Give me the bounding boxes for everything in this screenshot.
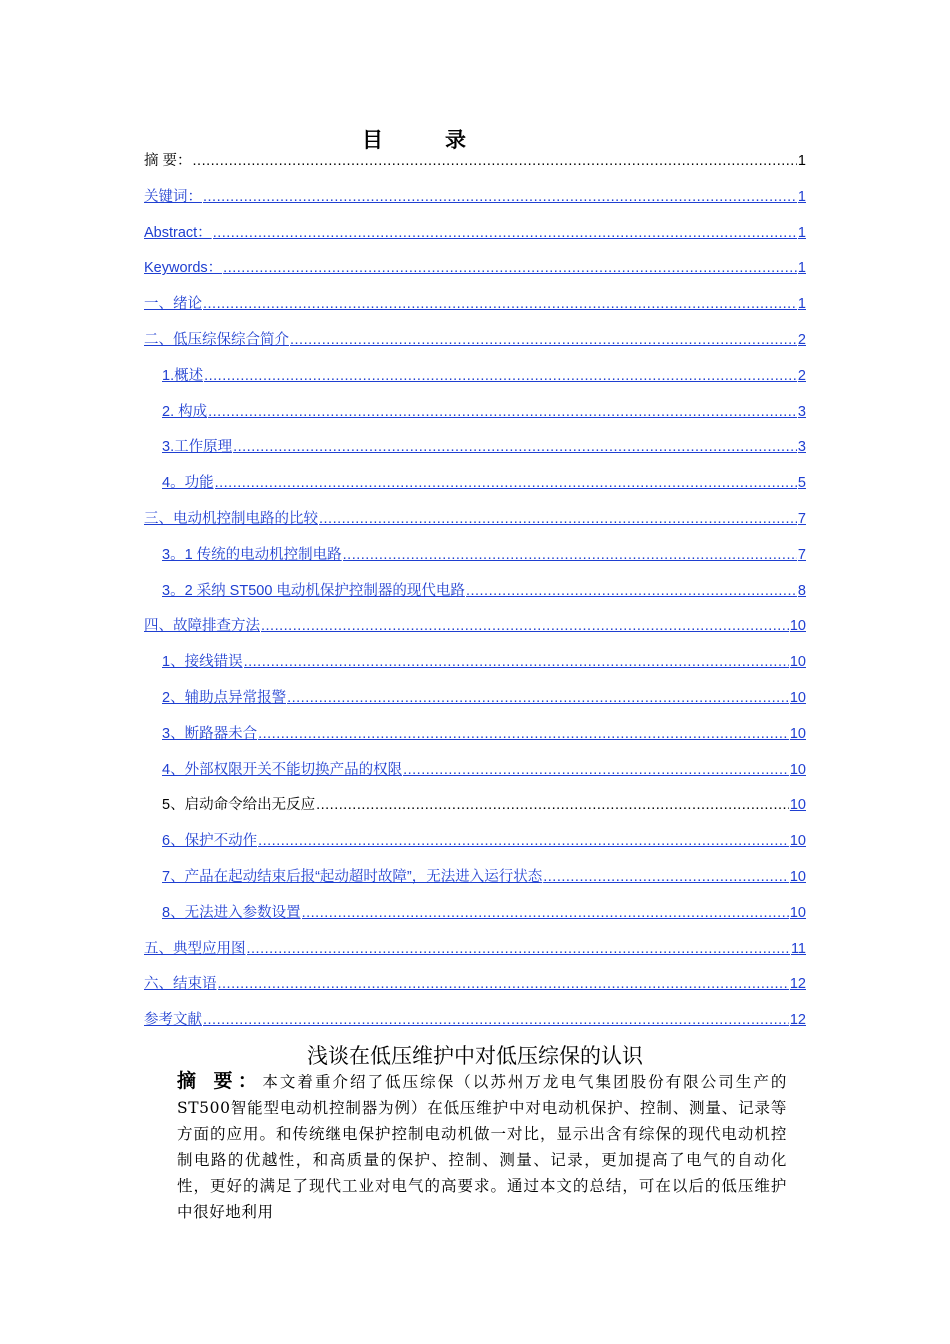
toc-entry[interactable] bbox=[144, 1007, 806, 1029]
toc-entry-label: 摘 要： bbox=[144, 153, 192, 169]
toc-entry-label[interactable]: 1、接线错误 bbox=[162, 654, 243, 671]
toc-entry-page-number[interactable]: 7 bbox=[797, 546, 806, 563]
toc-entry-label[interactable]: 3.工作原理 bbox=[162, 439, 233, 456]
toc-entry-page-number[interactable]: 3 bbox=[797, 403, 806, 420]
toc-entry-page-number[interactable]: 10 bbox=[789, 869, 806, 885]
toc-title: 目录 bbox=[362, 128, 528, 152]
toc-dot-leader bbox=[261, 617, 789, 635]
abstract-heading: 摘 要： bbox=[177, 1070, 263, 1092]
toc-dot-leader bbox=[319, 510, 797, 528]
toc-entry[interactable] bbox=[144, 613, 806, 635]
toc-dot-leader bbox=[213, 224, 797, 242]
toc-entry-page-number[interactable]: 1 bbox=[797, 224, 806, 241]
toc-entry[interactable] bbox=[144, 506, 806, 528]
toc-entry-page-number[interactable]: 2 bbox=[797, 367, 806, 384]
toc-entry-page-number[interactable]: 2 bbox=[797, 332, 806, 348]
toc-dot-leader bbox=[258, 725, 789, 743]
toc-entry[interactable] bbox=[162, 864, 806, 886]
toc-dot-leader bbox=[244, 653, 789, 671]
toc-entry[interactable] bbox=[144, 327, 806, 349]
toc-entry-label[interactable]: 参考文献 bbox=[144, 1012, 202, 1029]
toc-entry-label[interactable]: 4、外部权限开关不能切换产品的权限 bbox=[162, 761, 403, 778]
toc-entry[interactable] bbox=[162, 900, 806, 922]
toc-entry-label[interactable]: 1.概述 bbox=[162, 367, 204, 384]
toc-entry-label: 5、启动命令给出无反应 bbox=[162, 797, 316, 814]
toc-dot-leader bbox=[316, 796, 789, 814]
toc-entry-page-number[interactable]: 10 bbox=[789, 618, 806, 635]
article-title: 浅谈在低压维护中对低压综保的认识 bbox=[307, 1044, 643, 1068]
toc-entry[interactable] bbox=[162, 757, 806, 779]
toc-entry[interactable] bbox=[162, 542, 806, 564]
toc-entry[interactable] bbox=[144, 184, 806, 206]
toc-dot-leader bbox=[543, 868, 789, 886]
toc-dot-leader bbox=[208, 403, 797, 421]
toc-entry[interactable] bbox=[144, 936, 806, 958]
toc-dot-leader bbox=[287, 689, 789, 707]
toc-dot-leader bbox=[203, 1011, 789, 1029]
toc-entry bbox=[144, 148, 806, 170]
toc-entry-page-number[interactable]: 1 bbox=[797, 296, 806, 313]
toc-entry-label[interactable]: 五、典型应用图 bbox=[144, 940, 246, 957]
toc-entry-label[interactable]: 四、故障排查方法 bbox=[144, 618, 260, 635]
toc-entry-page-number[interactable]: 10 bbox=[789, 725, 806, 742]
toc-entry-label[interactable]: 一、绪论 bbox=[144, 296, 202, 313]
toc-entry-page-number[interactable]: 1 bbox=[797, 260, 806, 277]
toc-entry-label[interactable]: 6、保护不动作 bbox=[162, 833, 258, 850]
toc-entry-label[interactable]: 三、电动机控制电路的比较 bbox=[144, 511, 318, 527]
toc-entry-label[interactable]: 4。功能 bbox=[162, 475, 214, 492]
toc-entry-page-number[interactable]: 8 bbox=[797, 582, 806, 599]
toc-dot-leader bbox=[302, 904, 789, 922]
toc-entry-label[interactable]: 2. 构成 bbox=[162, 403, 208, 420]
toc-dot-leader bbox=[258, 832, 789, 850]
toc-entry-page-number[interactable]: 5 bbox=[797, 475, 806, 492]
toc-entry-page-number[interactable]: 1 bbox=[797, 188, 806, 205]
toc-entry-page-number[interactable]: 12 bbox=[789, 976, 806, 993]
toc-dot-leader bbox=[233, 438, 797, 456]
toc-entry-label[interactable]: 3。1 传统的电动机控制电路 bbox=[162, 546, 342, 563]
toc-entry-label[interactable]: 8、无法进入参数设置 bbox=[162, 904, 301, 921]
toc-entry-label[interactable]: 关键词： bbox=[144, 188, 202, 205]
toc-entry[interactable] bbox=[144, 291, 806, 313]
toc-entry-label[interactable]: 3、断路器未合 bbox=[162, 725, 258, 742]
toc-entry[interactable] bbox=[162, 363, 806, 385]
toc-entry[interactable] bbox=[162, 470, 806, 492]
toc-entry-page-number[interactable]: 10 bbox=[789, 833, 806, 850]
toc-entry-label[interactable]: Keywords： bbox=[144, 260, 223, 277]
toc-entry-label[interactable]: Abstract： bbox=[144, 224, 212, 241]
toc-dot-leader bbox=[290, 331, 797, 349]
toc-dot-leader bbox=[193, 152, 797, 170]
toc-dot-leader bbox=[403, 761, 789, 779]
abstract-text: 本文着重介绍了低压综保（以苏州万龙电气集团股份有限公司生产的ST500智能型电动机控制器为例）在低压维护中对电动机保护、控制、测量、记录等方面的应用。和传统继电保护控制电动机做一对比，显示出含有综保的现代电动机控制电路的优越性，和高质量的保护、控制、测量、记录，更加提高了电气的自动化性，更好的满足了现代工业对电气的高要求。通过本文的总结，可在以后的低压维护中很好地利用 bbox=[177, 1073, 787, 1221]
toc-dot-leader bbox=[223, 259, 797, 277]
toc-entry-page-number[interactable]: 11 bbox=[790, 940, 806, 957]
toc-dot-leader bbox=[215, 474, 797, 492]
toc-entry[interactable] bbox=[162, 792, 806, 814]
toc-dot-leader bbox=[203, 295, 797, 313]
toc-entry-page-number[interactable]: 12 bbox=[789, 1012, 806, 1029]
toc-entry-page-number[interactable]: 7 bbox=[797, 511, 806, 527]
toc-entry-page-number[interactable]: 10 bbox=[789, 690, 806, 706]
toc-entry[interactable] bbox=[162, 828, 806, 850]
toc-dot-leader bbox=[203, 188, 797, 206]
toc-dot-leader bbox=[247, 940, 790, 958]
toc-entry-label[interactable]: 2、辅助点异常报警 bbox=[162, 690, 287, 706]
toc-dot-leader bbox=[218, 975, 789, 993]
toc-entry-page-number[interactable]: 10 bbox=[789, 797, 806, 814]
toc-entry[interactable] bbox=[162, 434, 806, 456]
toc-entry[interactable] bbox=[144, 971, 806, 993]
toc-dot-leader bbox=[466, 582, 797, 600]
toc-dot-leader bbox=[204, 367, 797, 385]
toc-entry-page-number[interactable]: 10 bbox=[789, 904, 806, 921]
toc-entry[interactable] bbox=[162, 578, 806, 600]
toc-entry[interactable] bbox=[162, 399, 806, 421]
toc-entry-label[interactable]: 3。2 采纳 ST500 电动机保护控制器的现代电路 bbox=[162, 582, 465, 599]
abstract-paragraph bbox=[177, 1068, 787, 1225]
toc-entry-label[interactable]: 六、结束语 bbox=[144, 976, 217, 993]
toc-entry[interactable] bbox=[144, 255, 806, 277]
toc-entry-label[interactable]: 二、低压综保综合简介 bbox=[144, 332, 289, 348]
toc-entry[interactable] bbox=[162, 721, 806, 743]
toc-entry-page-number: 1 bbox=[797, 153, 806, 169]
toc-entry[interactable] bbox=[144, 220, 806, 242]
toc-dot-leader bbox=[343, 546, 797, 564]
toc-entry-page-number[interactable]: 3 bbox=[797, 439, 806, 456]
toc-entry[interactable] bbox=[162, 685, 806, 707]
toc-entry-page-number[interactable]: 10 bbox=[789, 761, 806, 778]
toc-entry[interactable] bbox=[162, 649, 806, 671]
toc-entry-page-number[interactable]: 10 bbox=[789, 654, 806, 671]
toc-entry-label[interactable]: 7、产品在起动结束后报“起动超时故障”，无法进入运行状态 bbox=[162, 869, 543, 885]
